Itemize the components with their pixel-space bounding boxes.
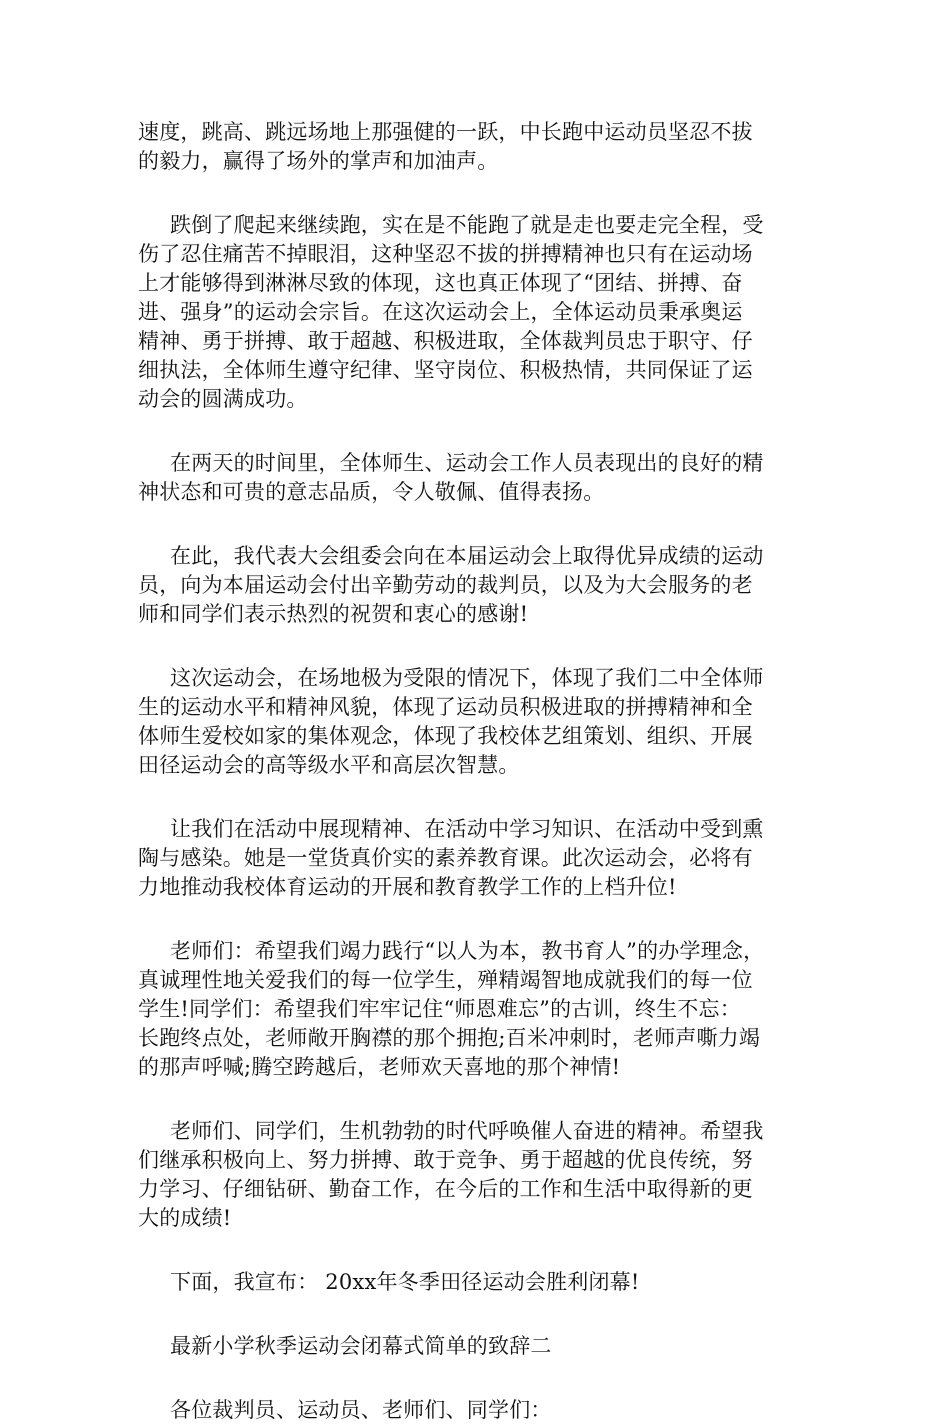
text-line: 真诚理性地关爱我们的每一位学生，殚精竭智地成就我们的每一位 (138, 968, 753, 992)
text-line: 老师们：希望我们竭力践行“以人为本，教书育人”的办学理念， (170, 939, 765, 963)
text-line: 学生!同学们：希望我们牢牢记住“师恩难忘”的古训，终生不忘： (138, 997, 741, 1021)
text-line: 细执法，全体师生遵守纪律、坚守岗位、积极热情，共同保证了运 (138, 358, 753, 382)
text-line: 在两天的时间里，全体师生、运动会工作人员表现出的良好的精 (170, 451, 764, 475)
text-line: 力学习、仔细钻研、勤奋工作，在今后的工作和生活中取得新的更 (138, 1177, 753, 1201)
section-heading (138, 1332, 810, 1361)
text-line: 陶与感染。她是一堂货真价实的素养教育课。此次运动会，必将有 (138, 846, 753, 870)
paragraph (138, 1117, 810, 1233)
text-line: 生的运动水平和精神风貌，体现了运动员积极进取的拼搏精神和全 (138, 695, 753, 719)
paragraph (138, 664, 810, 780)
paragraph (138, 1268, 810, 1297)
text-line: 的毅力，赢得了场外的掌声和加油声。 (138, 149, 499, 173)
text-line: 各位裁判员、运动员、老师们、同学们： (170, 1398, 552, 1422)
paragraph (138, 542, 810, 629)
text-line: 让我们在活动中展现精神、在活动中学习知识、在活动中受到熏 (170, 817, 764, 841)
text-line: 速度，跳高、跳远场地上那强健的一跃，中长跑中运动员坚忍不拔 (138, 120, 753, 144)
text-line: 精神、勇于拼搏、敢于超越、积极进取，全体裁判员忠于职守、仔 (138, 329, 753, 353)
text-line: 动会的圆满成功。 (138, 387, 308, 411)
salutation (138, 1396, 810, 1425)
text-line: 们继承积极向上、努力拼搏、敢于竞争、勇于超越的优良传统，努 (138, 1148, 753, 1172)
text-line: 下面，我宣布： 20xx年冬季田径运动会胜利闭幕! (170, 1270, 640, 1294)
text-line: 员，向为本届运动会付出辛勤劳动的裁判员，以及为大会服务的老 (138, 573, 753, 597)
text-line: 老师们、同学们，生机勃勃的时代呼唤催人奋进的精神。希望我 (170, 1119, 764, 1143)
text-line: 最新小学秋季运动会闭幕式简单的致辞二 (170, 1334, 552, 1358)
text-line: 力地推动我校体育运动的开展和教育教学工作的上档升位! (138, 875, 677, 899)
text-line: 长跑终点处，老师敞开胸襟的那个拥抱;百米冲刺时，老师声嘶力竭 (138, 1026, 761, 1050)
paragraph (138, 211, 810, 414)
text-line: 这次运动会，在场地极为受限的情况下，体现了我们二中全体师 (170, 666, 764, 690)
text-line: 跌倒了爬起来继续跑，实在是不能跑了就是走也要走完全程，受 (170, 213, 764, 237)
document-body (138, 118, 810, 1425)
text-line: 神状态和可贵的意志品质，令人敬佩、值得表扬。 (138, 480, 605, 504)
paragraph (138, 815, 810, 902)
text-line: 田径运动会的高等级水平和高层次智慧。 (138, 753, 520, 777)
paragraph (138, 118, 810, 176)
text-line: 上才能够得到淋淋尽致的体现，这也真正体现了“团结、拼搏、奋 (138, 271, 743, 295)
text-line: 进、强身”的运动会宗旨。在这次运动会上，全体运动员秉承奥运 (138, 300, 743, 324)
paragraph (138, 449, 810, 507)
text-line: 的那声呼喊;腾空跨越后，老师欢天喜地的那个神情! (138, 1055, 621, 1079)
text-line: 伤了忍住痛苦不掉眼泪，这种坚忍不拔的拼搏精神也只有在运动场 (138, 242, 753, 266)
text-line: 大的成绩! (138, 1206, 232, 1230)
text-line: 体师生爱校如家的集体观念，体现了我校体艺组策划、组织、开展 (138, 724, 753, 748)
text-line: 师和同学们表示热烈的祝贺和衷心的感谢! (138, 602, 529, 626)
paragraph (138, 937, 810, 1082)
text-line: 在此，我代表大会组委会向在本届运动会上取得优异成绩的运动 (170, 544, 764, 568)
